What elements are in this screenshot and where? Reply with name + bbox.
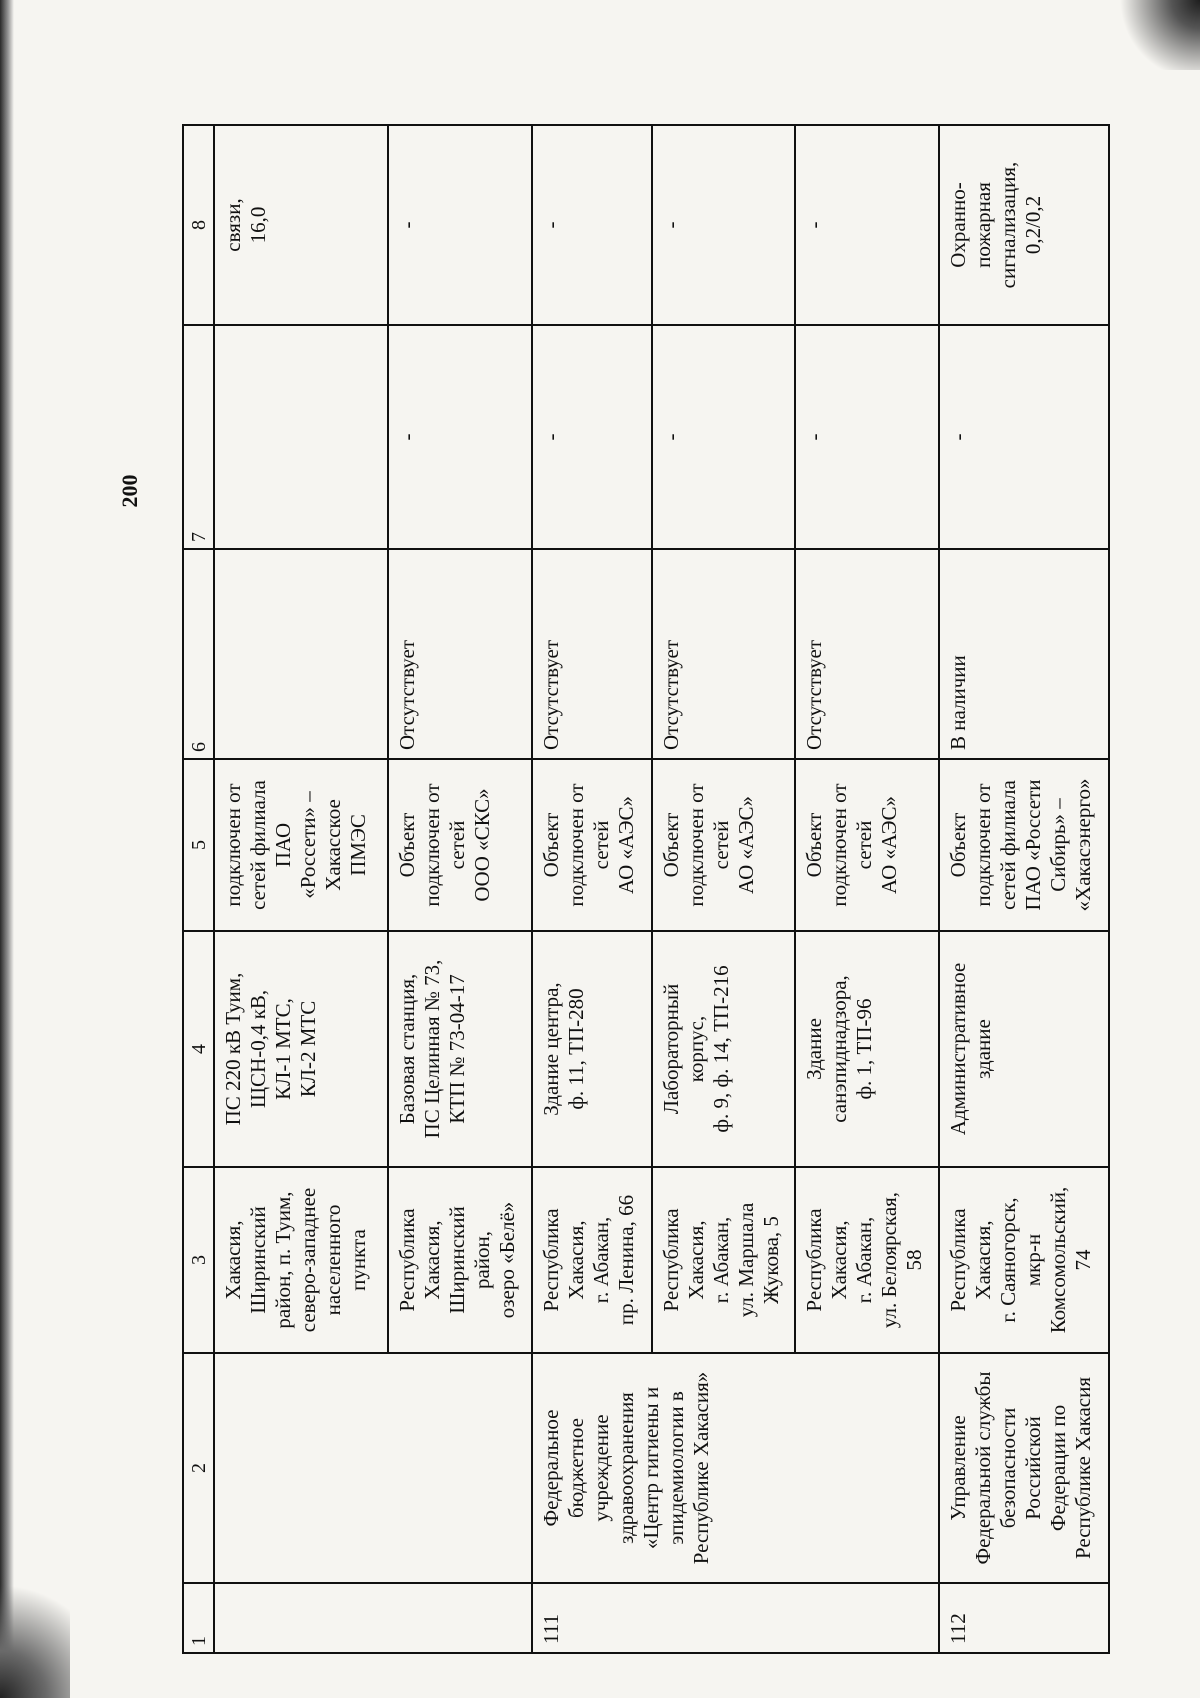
cell-col8: -: [532, 125, 652, 325]
cell-col7: -: [388, 325, 532, 549]
page-number: 200: [117, 474, 142, 508]
col-number-5: 5: [183, 759, 214, 931]
cell-reserve: Отсутствует: [652, 549, 796, 759]
cell-connection: подключен от сетей филиала ПАО «Россети» – Хакасское ПМЭС: [214, 759, 388, 931]
cell-reserve: В наличии: [939, 549, 1109, 759]
cell-col7: -: [532, 325, 652, 549]
cell-connection: Объект подключен от сетей АО «АЭС»: [795, 759, 939, 931]
scan-edge-left: [0, 0, 14, 1698]
scan-corner-bottom-left: [0, 1558, 70, 1698]
col-number-7: 7: [183, 325, 214, 549]
cell-address: Республика Хакасия, г. Абакан, ул. Белоярская, 58: [795, 1167, 939, 1353]
cell-reserve: Отсутствует: [795, 549, 939, 759]
table-row: [532, 125, 652, 1653]
cell-number: 112: [939, 1583, 1109, 1653]
cell-organization: Федеральное бюджетное учреждение здравоохранения «Центр гигиены и эпидемиологии в Республике Хакасия»: [532, 1353, 940, 1583]
cell-organization: Управление Федеральной службы безопасности Российской Федерации по Республике Хакасия: [939, 1353, 1109, 1583]
cell-connection: Объект подключен от сетей АО «АЭС»: [532, 759, 652, 931]
cell-organization-continued: [214, 1353, 532, 1583]
cell-object: Базовая станция, ПС Целинная № 73, КТП № 73-04-17: [388, 931, 532, 1167]
col-number-2: 2: [183, 1353, 214, 1583]
cell-object: Здание санэпиднадзора, ф. 1, ТП-96: [795, 931, 939, 1167]
cell-col7: -: [795, 325, 939, 549]
cell-number-continued: [214, 1583, 532, 1653]
cell-col8: Охранно- пожарная сигнализация, 0,2/0,2: [939, 125, 1109, 325]
rotated-table: [182, 126, 1110, 1654]
cell-col7: -: [939, 325, 1109, 549]
cell-col8: -: [388, 125, 532, 325]
cell-connection: Объект подключен от сетей ООО «СКС»: [388, 759, 532, 931]
cell-col8: -: [795, 125, 939, 325]
cell-address: Хакасия, Ширинский район, п. Туим, северо-западнее населенного пункта: [214, 1167, 388, 1353]
cell-reserve: Отсутствует: [532, 549, 652, 759]
table-row: [939, 125, 1109, 1653]
col-number-1: 1: [183, 1583, 214, 1653]
cell-connection: Объект подключен от сетей АО «АЭС»: [652, 759, 796, 931]
cell-col8: связи, 16,0: [214, 125, 388, 325]
cell-number: 111: [532, 1583, 940, 1653]
cell-object: ПС 220 кВ Туим, ЩСН-0,4 кВ, КЛ-1 МТС, КЛ-2 МТС: [214, 931, 388, 1167]
column-number-row: [183, 125, 214, 1653]
cell-address: Республика Хакасия, г. Саяногорск, мкр-н Комсомольский, 74: [939, 1167, 1109, 1353]
cell-address: Республика Хакасия, г. Абакан, ул. Маршала Жукова, 5: [652, 1167, 796, 1353]
col-number-8: 8: [183, 125, 214, 325]
cell-col7: [214, 325, 388, 549]
cell-col8: -: [652, 125, 796, 325]
cell-connection: Объект подключен от сетей филиала ПАО «Россети Сибирь» – «Хакасэнерго»: [939, 759, 1109, 931]
col-number-4: 4: [183, 931, 214, 1167]
col-number-3: 3: [183, 1167, 214, 1353]
cell-address: Республика Хакасия, Ширинский район, озеро «Белё»: [388, 1167, 532, 1353]
cell-reserve: Отсутствует: [388, 549, 532, 759]
utilities-table: [182, 124, 1110, 1654]
table-row: [214, 125, 388, 1653]
cell-object: Здание центра, ф. 11, ТП-280: [532, 931, 652, 1167]
cell-object: Лабораторный корпус, ф. 9, ф. 14, ТП-216: [652, 931, 796, 1167]
col-number-6: 6: [183, 549, 214, 759]
cell-reserve: [214, 549, 388, 759]
cell-address: Республика Хакасия, г. Абакан, пр. Ленина, 66: [532, 1167, 652, 1353]
scan-corner-top-right: [1110, 0, 1200, 70]
cell-col7: -: [652, 325, 796, 549]
cell-object: Административное здание: [939, 931, 1109, 1167]
